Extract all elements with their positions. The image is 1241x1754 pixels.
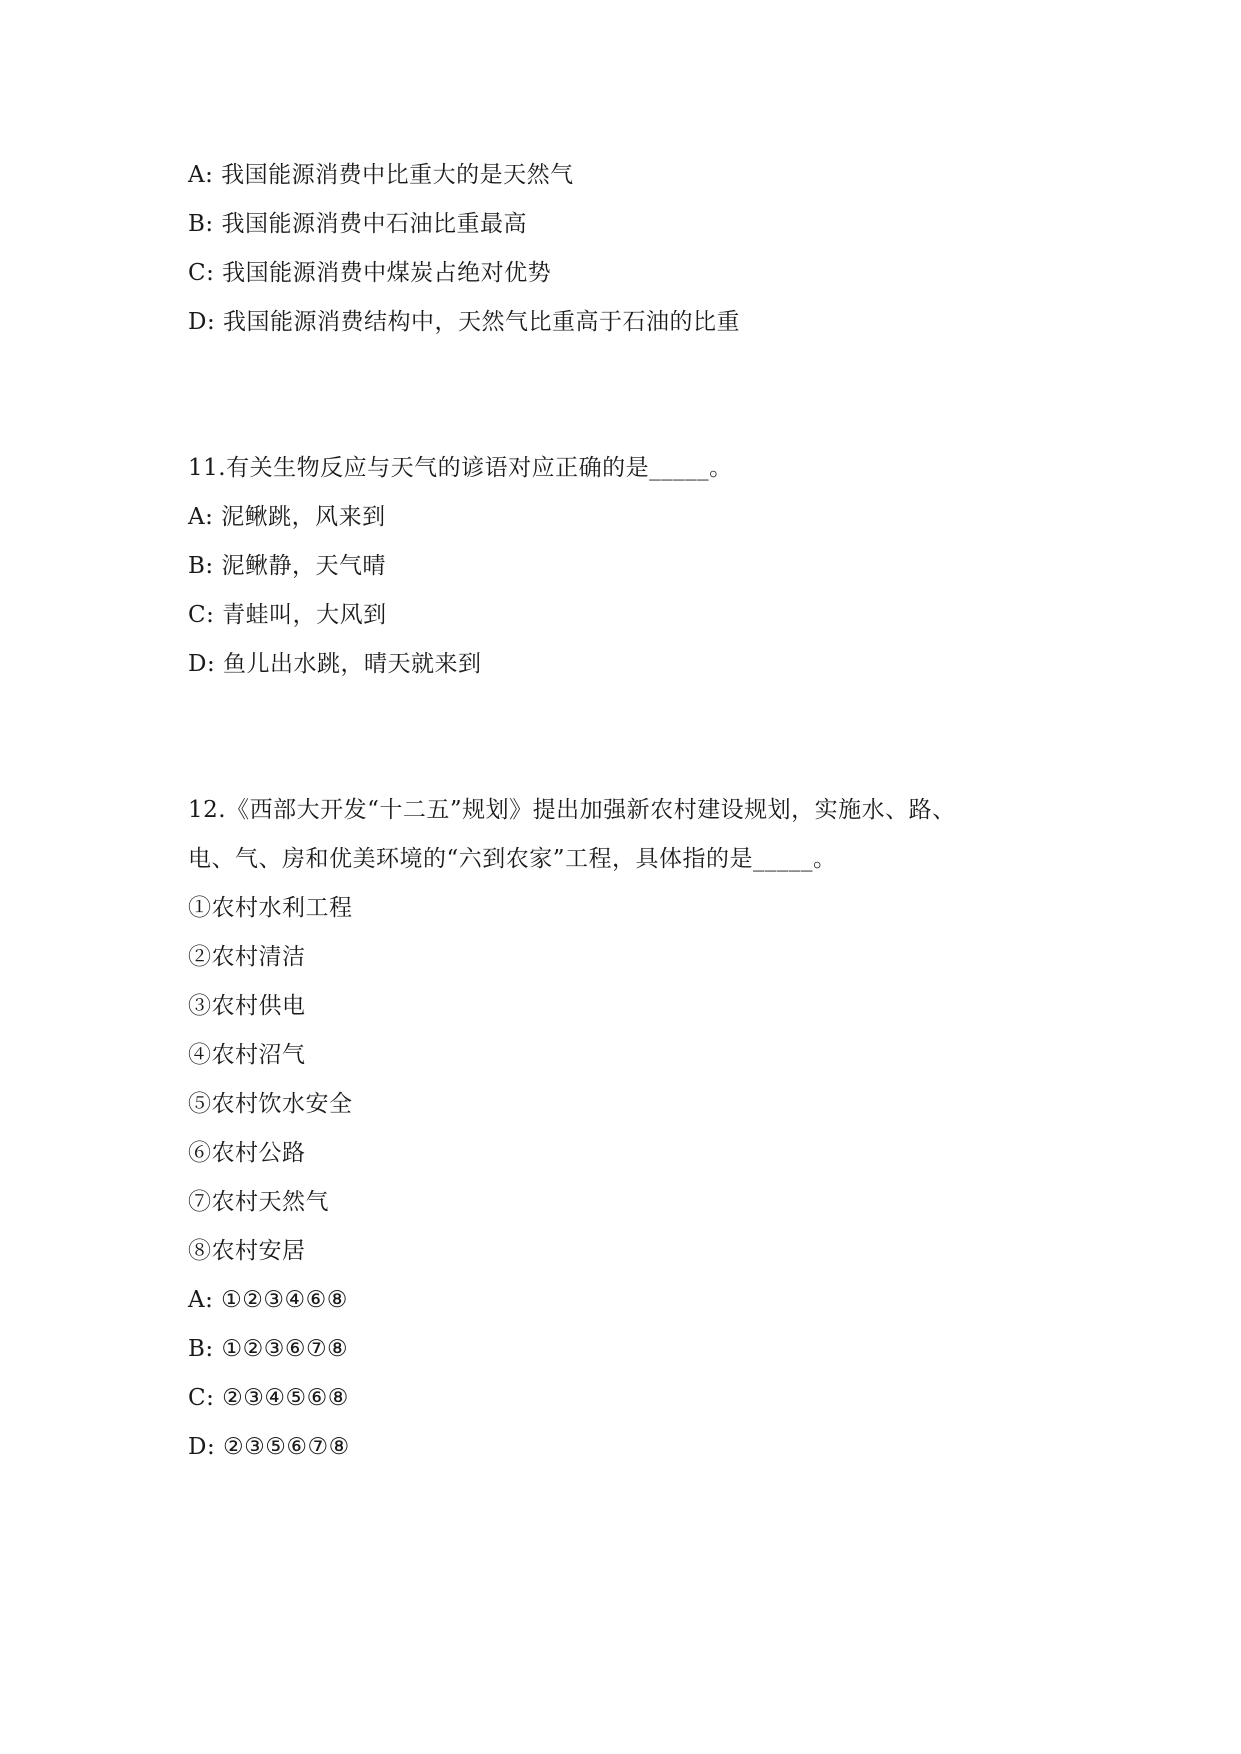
q11-option-a: A: 泥鳅跳，风来到 (188, 504, 386, 530)
q12-stem-line2: 电、气、房和优美环境的“六到农家”工程，具体指的是_____。 (188, 846, 837, 872)
q12-item-6: ⑥农村公路 (188, 1140, 306, 1166)
q11-option-c: C: 青蛙叫，大风到 (188, 602, 387, 628)
q10-option-c: C: 我国能源消费中煤炭占绝对优势 (188, 260, 552, 286)
q12-item-5: ⑤农村饮水安全 (188, 1091, 353, 1117)
q12-item-4: ④农村沼气 (188, 1042, 306, 1068)
q12-item-8: ⑧农村安居 (188, 1238, 306, 1264)
q10-option-a: A: 我国能源消费中比重大的是天然气 (188, 162, 574, 188)
q11-stem: 11.有关生物反应与天气的谚语对应正确的是_____。 (188, 455, 733, 481)
q12-item-1: ①农村水利工程 (188, 895, 353, 921)
q12-option-b: B: ①②③⑥⑦⑧ (188, 1336, 349, 1362)
q12-item-3: ③农村供电 (188, 993, 306, 1019)
q10-option-b: B: 我国能源消费中石油比重最高 (188, 211, 527, 237)
q12-stem-line1: 12.《西部大开发“十二五”规划》提出加强新农村建设规划，实施水、路、 (188, 797, 956, 823)
q12-option-c: C: ②③④⑤⑥⑧ (188, 1385, 349, 1411)
q12-item-7: ⑦农村天然气 (188, 1189, 329, 1215)
q12-option-a: A: ①②③④⑥⑧ (188, 1287, 348, 1313)
q12-option-d: D: ②③⑤⑥⑦⑧ (188, 1434, 350, 1460)
q11-option-d: D: 鱼儿出水跳，晴天就来到 (188, 651, 482, 677)
q10-option-d: D: 我国能源消费结构中，天然气比重高于石油的比重 (188, 309, 741, 335)
q11-option-b: B: 泥鳅静，天气晴 (188, 553, 386, 579)
q12-item-2: ②农村清洁 (188, 944, 306, 970)
